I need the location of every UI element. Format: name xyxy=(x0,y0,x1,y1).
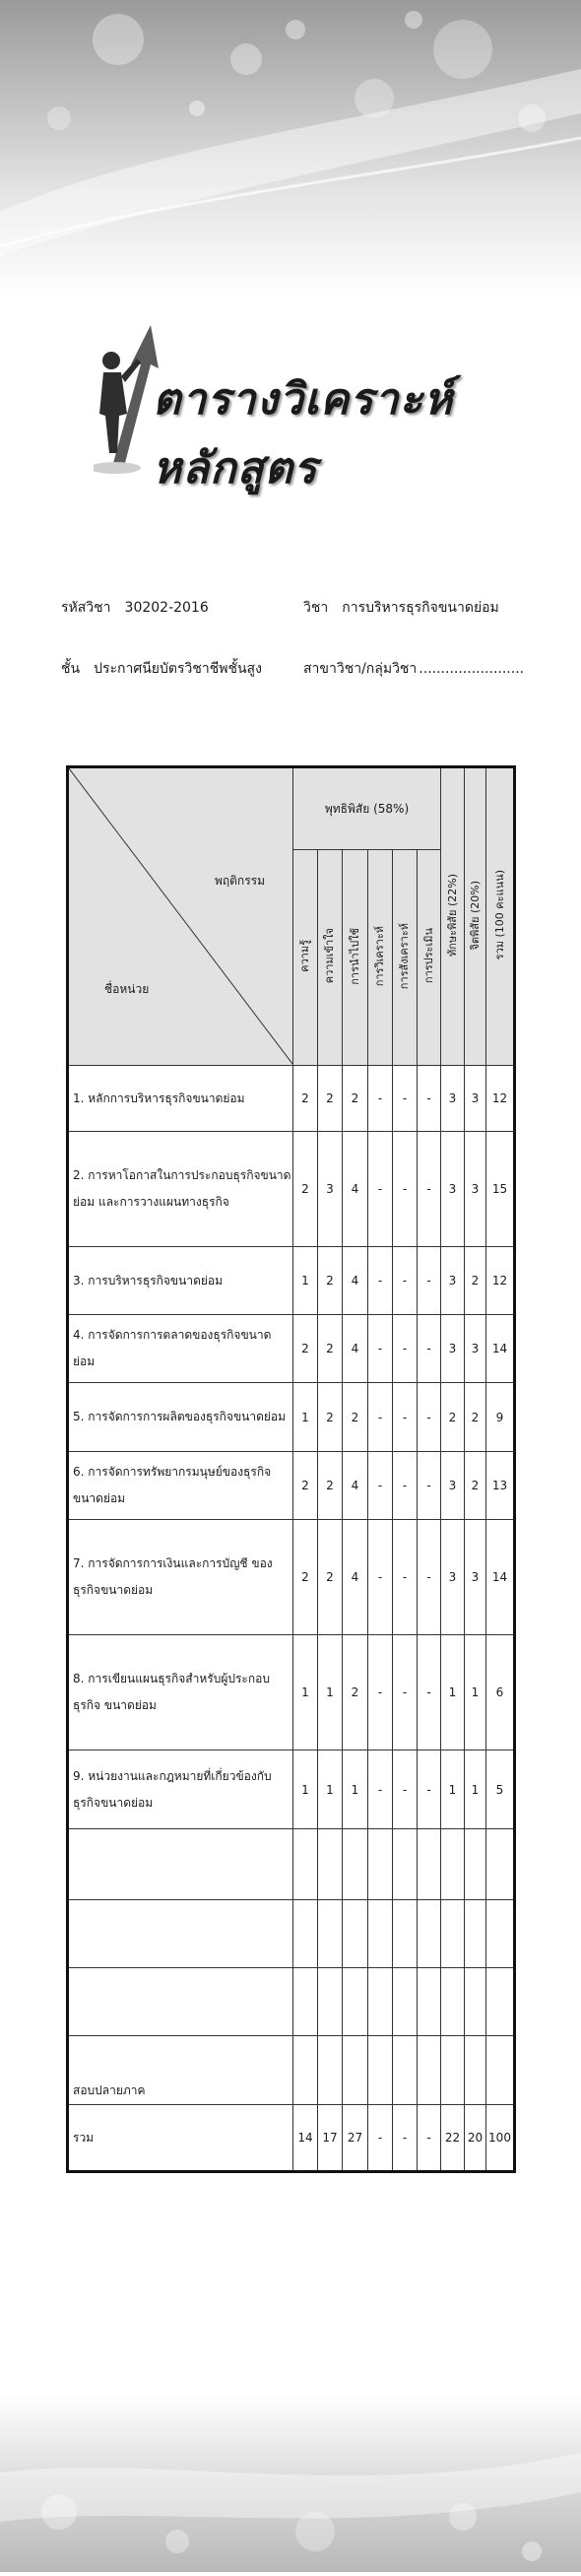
cognitive-col-header: ความเข้าใจ xyxy=(318,850,343,1066)
table-cell: 12 xyxy=(486,1247,515,1315)
table-cell: 14 xyxy=(293,2105,318,2172)
level-value: ประกาศนียบัตรวิชาชีพชั้นสูง xyxy=(94,661,262,677)
table-cell: 3 xyxy=(465,1066,486,1132)
skill-col-header: ทักษะพิสัย (22%) xyxy=(441,767,465,1066)
table-cell: 3 xyxy=(441,1066,465,1132)
table-cell: - xyxy=(368,2105,393,2172)
table-cell: - xyxy=(368,1750,393,1829)
table-cell: 4 xyxy=(343,1132,368,1247)
table-cell: 15 xyxy=(486,1132,515,1247)
empty-row xyxy=(68,1968,515,2036)
table-cell: 2 xyxy=(293,1132,318,1247)
table-cell: - xyxy=(393,1132,418,1247)
table-cell: - xyxy=(393,2105,418,2172)
table-cell: 3 xyxy=(465,1315,486,1383)
table-cell: 5 xyxy=(486,1750,515,1829)
unit-name: 9. หน่วยงานและกฎหมายที่เกี่ยวข้องกับธุรกิจขนาดย่อม xyxy=(68,1750,293,1829)
table-cell: 2 xyxy=(293,1452,318,1520)
table-cell: 3 xyxy=(441,1315,465,1383)
table-cell: 2 xyxy=(318,1247,343,1315)
table-row xyxy=(68,1066,515,1132)
curriculum-analysis-table xyxy=(66,765,516,2173)
course-code xyxy=(61,597,209,619)
unit-name: 1. หลักการบริหารธุรกิจขนาดย่อม xyxy=(68,1066,293,1132)
table-row xyxy=(68,1383,515,1452)
table-cell: 4 xyxy=(343,1247,368,1315)
table-cell: 22 xyxy=(441,2105,465,2172)
table-cell: 1 xyxy=(465,1750,486,1829)
table-cell: 1 xyxy=(343,1750,368,1829)
table-cell: 3 xyxy=(441,1520,465,1635)
table-row xyxy=(68,1635,515,1750)
table-cell: 17 xyxy=(318,2105,343,2172)
table-row xyxy=(68,1452,515,1520)
table-cell: 3 xyxy=(318,1132,343,1247)
table-cell: 1 xyxy=(441,1635,465,1750)
total-col-header: รวม (100 คะแนน) xyxy=(486,767,515,1066)
table-cell: 12 xyxy=(486,1066,515,1132)
cognitive-col-header: การสังเคราะห์ xyxy=(393,850,418,1066)
table-cell: 2 xyxy=(318,1383,343,1452)
table-cell: 1 xyxy=(293,1247,318,1315)
table-cell: 13 xyxy=(486,1452,515,1520)
table-cell: - xyxy=(393,1383,418,1452)
table-cell: 2 xyxy=(465,1247,486,1315)
final-exam-label: สอบปลายภาค xyxy=(68,2036,293,2105)
page-title: ตารางวิเคราะห์หลักสูตร xyxy=(153,374,454,494)
table-cell: - xyxy=(418,1247,441,1315)
table-cell: - xyxy=(393,1635,418,1750)
unit-name: 2. การหาโอกาสในการประกอบธุรกิจขนาดย่อม และการวางแผนทางธุรกิจ xyxy=(68,1132,293,1247)
table-row xyxy=(68,1315,515,1383)
course-code-label: รหัสวิชา xyxy=(61,600,111,616)
table-cell: - xyxy=(418,1132,441,1247)
table-cell: 2 xyxy=(465,1383,486,1452)
table-cell: - xyxy=(418,1383,441,1452)
course-code-value: 30202-2016 xyxy=(124,600,209,616)
table-cell: 9 xyxy=(486,1383,515,1452)
table-cell: 1 xyxy=(465,1635,486,1750)
table-cell: 14 xyxy=(486,1315,515,1383)
table-cell: 1 xyxy=(441,1750,465,1829)
header-banner xyxy=(0,0,581,296)
table-row xyxy=(68,1520,515,1635)
table-cell: 2 xyxy=(293,1520,318,1635)
table-cell: 2 xyxy=(318,1452,343,1520)
unit-name: 7. การจัดการการเงินและการบัญชี ของธุรกิจขนาดย่อม xyxy=(68,1520,293,1635)
empty-row xyxy=(68,1900,515,1968)
table-cell: 4 xyxy=(343,1520,368,1635)
table-cell: 2 xyxy=(343,1635,368,1750)
empty-row xyxy=(68,1829,515,1900)
table-cell: 1 xyxy=(293,1383,318,1452)
table-cell: - xyxy=(418,1066,441,1132)
table-cell: 3 xyxy=(441,1247,465,1315)
table-row xyxy=(68,1247,515,1315)
final-exam-row xyxy=(68,2036,515,2105)
title-block xyxy=(94,325,517,494)
table-cell: 1 xyxy=(318,1635,343,1750)
table-cell: 4 xyxy=(343,1452,368,1520)
footer-decoration xyxy=(0,2394,581,2572)
table-cell: - xyxy=(368,1247,393,1315)
unit-header: ชื่อหน่วย xyxy=(104,982,150,996)
subject-label: วิชา xyxy=(303,600,329,616)
table-cell: 3 xyxy=(441,1452,465,1520)
table-row xyxy=(68,1132,515,1247)
table-cell: 2 xyxy=(343,1066,368,1132)
table-cell: 2 xyxy=(318,1315,343,1383)
behavior-header: พฤติกรรม xyxy=(214,874,265,888)
table-cell: 2 xyxy=(318,1520,343,1635)
table-cell: - xyxy=(418,2105,441,2172)
table-cell: - xyxy=(418,1635,441,1750)
subject-value: การบริหารธุรกิจขนาดย่อม xyxy=(342,600,499,616)
table-cell: - xyxy=(368,1520,393,1635)
header-diagonal-cell xyxy=(68,767,293,1066)
table-cell: - xyxy=(393,1750,418,1829)
unit-name: 6. การจัดการทรัพยากรมนุษย์ของธุรกิจขนาดย่อม xyxy=(68,1452,293,1520)
table-cell: 2 xyxy=(293,1066,318,1132)
table-cell: - xyxy=(393,1520,418,1635)
program-label: สาขาวิชา/กลุ่มวิชา xyxy=(303,661,418,677)
table-cell: 2 xyxy=(343,1383,368,1452)
unit-name: 3. การบริหารธุรกิจขนาดย่อม xyxy=(68,1247,293,1315)
table-cell: 2 xyxy=(465,1452,486,1520)
table-row xyxy=(68,1750,515,1829)
cognitive-col-header: การประเมิน xyxy=(418,850,441,1066)
table-cell: - xyxy=(418,1452,441,1520)
unit-name: 8. การเขียนแผนธุรกิจสำหรับผู้ประกอบธุรกิจ ขนาดย่อม xyxy=(68,1635,293,1750)
table-cell: 1 xyxy=(318,1750,343,1829)
table-cell: - xyxy=(393,1315,418,1383)
unit-name: 5. การจัดการการผลิตของธุรกิจขนาดย่อม xyxy=(68,1383,293,1452)
table-cell: 14 xyxy=(486,1520,515,1635)
total-label: รวม xyxy=(68,2105,293,2172)
table-cell: - xyxy=(368,1383,393,1452)
level xyxy=(61,658,262,680)
cognitive-col-header: ความรู้ xyxy=(293,850,318,1066)
table-cell: 3 xyxy=(465,1132,486,1247)
table-cell: - xyxy=(368,1635,393,1750)
table-cell: 3 xyxy=(465,1520,486,1635)
table-cell: - xyxy=(368,1132,393,1247)
cognitive-col-header: การวิเคราะห์ xyxy=(368,850,393,1066)
table-cell: 27 xyxy=(343,2105,368,2172)
table-cell: 2 xyxy=(318,1066,343,1132)
cognitive-col-header: การนำไปใช้ xyxy=(343,850,368,1066)
footer-banner xyxy=(0,2394,581,2572)
unit-name: 4. การจัดการการตลาดของธุรกิจขนาดย่อม xyxy=(68,1315,293,1383)
header-decoration xyxy=(0,0,581,296)
table-cell: 1 xyxy=(293,1750,318,1829)
program-value: ........................ xyxy=(419,661,525,677)
program xyxy=(303,658,524,680)
table-cell: 100 xyxy=(486,2105,515,2172)
table-cell: - xyxy=(368,1452,393,1520)
table-cell: 2 xyxy=(441,1383,465,1452)
table-cell: 1 xyxy=(293,1635,318,1750)
table-cell: 6 xyxy=(486,1635,515,1750)
table-cell: - xyxy=(418,1315,441,1383)
affective-col-header: จิตพิสัย (20%) xyxy=(465,767,486,1066)
table-cell: - xyxy=(368,1066,393,1132)
table-cell: 3 xyxy=(441,1132,465,1247)
table-cell: - xyxy=(393,1452,418,1520)
level-label: ชั้น xyxy=(61,661,81,677)
table-cell: 20 xyxy=(465,2105,486,2172)
subject xyxy=(303,597,499,619)
table-cell: 2 xyxy=(293,1315,318,1383)
total-row xyxy=(68,2105,515,2172)
table-cell: - xyxy=(418,1750,441,1829)
table-cell: - xyxy=(393,1247,418,1315)
cognitive-group-header: พุทธิพิสัย (58%) xyxy=(293,767,441,850)
table-cell: - xyxy=(393,1066,418,1132)
table-cell: - xyxy=(418,1520,441,1635)
table-cell: - xyxy=(368,1315,393,1383)
table-cell: 4 xyxy=(343,1315,368,1383)
diagonal-line xyxy=(69,768,292,1064)
